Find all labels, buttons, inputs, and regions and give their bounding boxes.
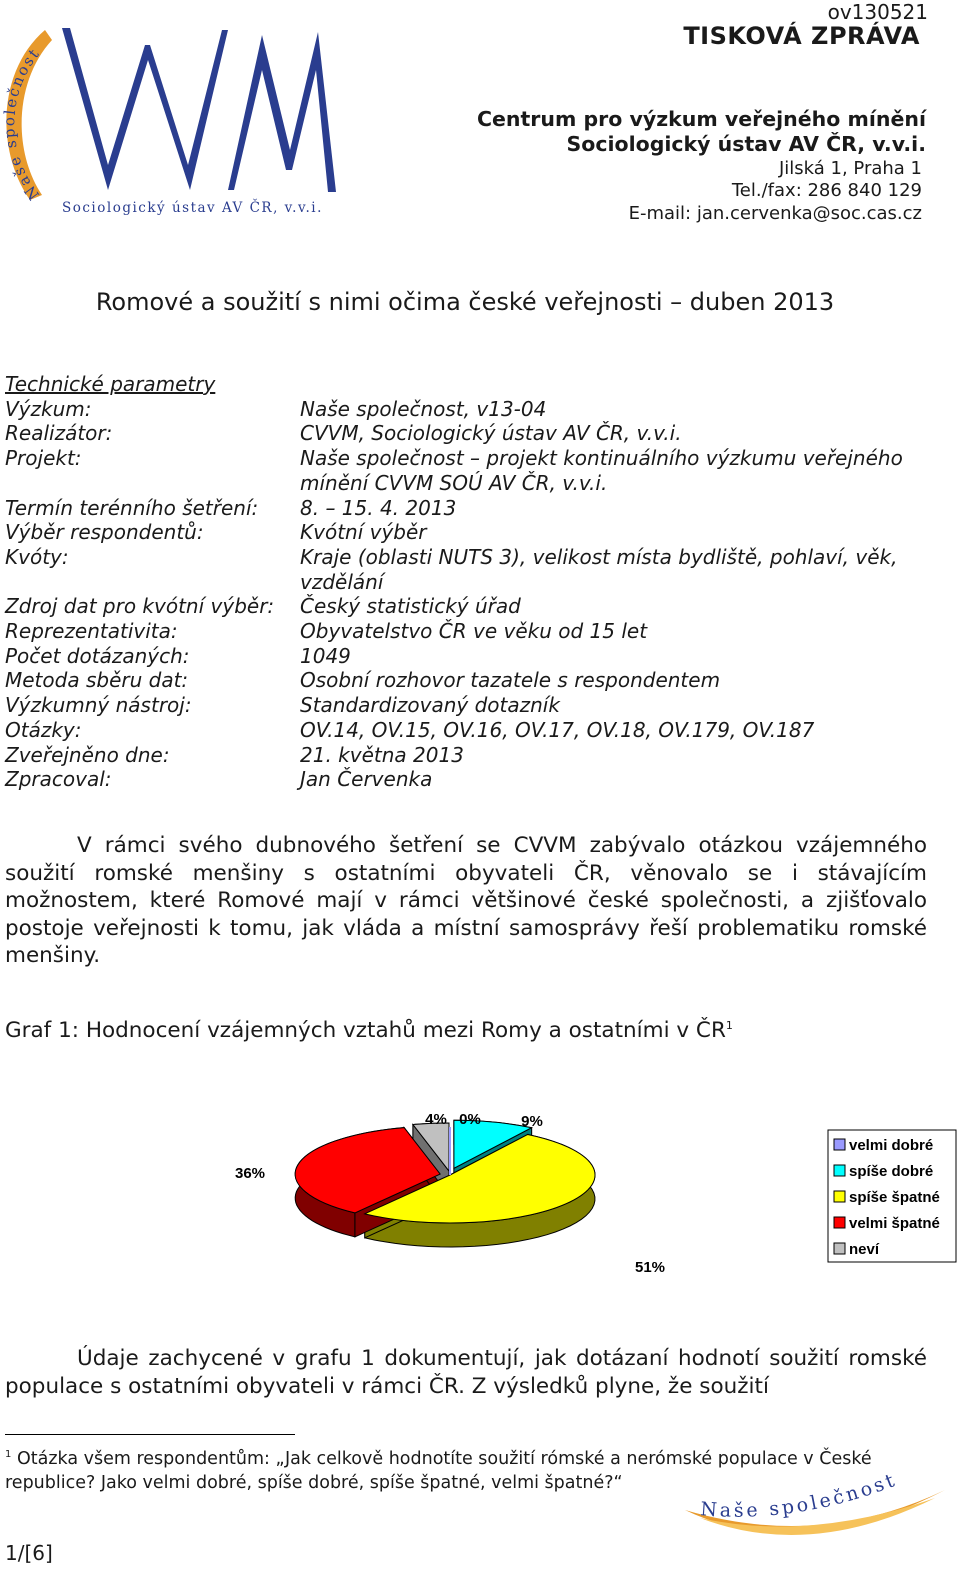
parameter-row: [5, 397, 935, 422]
svm-logo: [0, 0, 350, 225]
legend-label-spise-dobre: spíše dobré: [849, 1163, 934, 1180]
legend-swatch-spise-spatne: [834, 1191, 845, 1202]
legend-swatch-velmi-spatne: [834, 1217, 845, 1228]
org-name-line1: Centrum pro výzkum veřejného mínění: [476, 107, 926, 131]
parameter-label: Výzkumný nástroj:: [5, 693, 192, 718]
parameter-label: Otázky:: [5, 717, 82, 742]
graph-title-text: Graf 1: Hodnocení vzájemných vztahů mezi Romy a ostatními v ČR: [5, 1018, 726, 1043]
parameter-value: Kraje (oblasti NUTS 3), velikost místa bydliště, pohlaví, věk, vzdělání: [300, 544, 898, 594]
org-email: E-mail: jan.cervenka@soc.cas.cz: [628, 203, 922, 224]
footnote-rule: [5, 1434, 295, 1435]
page-number: 1/[6]: [5, 1541, 53, 1565]
parameter-row: [5, 743, 935, 768]
legend-label-velmi-dobre: velmi dobré: [849, 1137, 934, 1154]
parameter-value: Naše společnost, v13-04: [300, 396, 547, 421]
parameter-label: Zveřejněno dne:: [5, 742, 170, 767]
pie-label-nevi: 4%: [425, 1111, 447, 1128]
document-id: ov130521: [827, 0, 928, 24]
parameter-row: [5, 693, 935, 718]
parameter-value: Kvótní výběr: [300, 520, 427, 545]
parameter-row: [5, 594, 935, 619]
pie-label-spise-spatne: 51%: [634, 1259, 666, 1276]
logo-swoosh-text: Naše společnost: [699, 1470, 901, 1522]
parameter-value: Osobní rozhovor tazatele s respondentem: [300, 668, 721, 693]
legend-swatch-nevi: [834, 1243, 845, 1254]
legend-label-spise-spatne: spíše špatné: [849, 1189, 940, 1206]
logo-m-letter: [228, 32, 336, 192]
parameter-value: CVVM, Sociologický ústav AV ČR, v.v.i.: [300, 421, 682, 446]
parameter-value: Naše společnost – projekt kontinuálního výzkumu veřejného mínění CVVM SOÚ AV ČR, v.v.i.: [300, 446, 903, 495]
footnote-text: Otázka všem respondentům: „Jak celkově hodnotíte soužití rómské a nerómské populace v České republice? Jako velmi dobré, spíše dobré, spíše špatné, velmi špatné?“: [5, 1448, 872, 1493]
parameter-value: Jan Červenka: [300, 767, 433, 792]
parameter-value: Český statistický úřad: [300, 594, 521, 619]
org-name-line2: Sociologický ústav AV ČR, v.v.i.: [566, 132, 926, 156]
parameter-value: OV.14, OV.15, OV.16, OV.17, OV.18, OV.179, OV.187: [300, 717, 815, 742]
parameter-value: 21. května 2013: [300, 742, 464, 767]
parameter-value: Standardizovaný dotazník: [300, 693, 560, 718]
parameter-value: 1049: [300, 643, 351, 668]
parameter-label: Metoda sběru dat:: [5, 668, 189, 693]
nase-spolecnost-logo: [680, 1470, 960, 1570]
pie-label-velmi-dobre: 0%: [459, 1111, 481, 1128]
legend-label-nevi: neví: [849, 1241, 880, 1258]
parameter-label: Kvóty:: [5, 544, 69, 569]
parameter-row: [5, 520, 935, 545]
chart-legend: [828, 1130, 956, 1262]
parameter-row: [5, 421, 935, 446]
technical-parameters-heading: Technické parametry: [5, 372, 216, 396]
logo-w-letter: [62, 28, 228, 190]
parameter-label: Termín terénního šetření:: [5, 495, 259, 520]
parameter-row: [5, 545, 935, 594]
technical-parameters: [5, 372, 935, 792]
parameter-row: [5, 718, 935, 743]
logo-org-text: Sociologický ústav AV ČR, v.v.i.: [62, 200, 323, 216]
pie-label-spise-dobre: 9%: [521, 1113, 543, 1130]
parameter-label: Zdroj dat pro kvótní výběr:: [5, 594, 275, 619]
parameter-label: Projekt:: [5, 446, 82, 471]
pie-chart: [200, 1100, 960, 1300]
parameter-label: Zpracoval:: [5, 767, 112, 792]
parameter-label: Výběr respondentů:: [5, 520, 204, 545]
footnote-mark: 1: [5, 1449, 12, 1460]
parameter-row: [5, 446, 935, 495]
parameter-row: [5, 644, 935, 669]
parameter-label: Výzkum:: [5, 396, 92, 421]
legend-swatch-velmi-dobre: [834, 1139, 845, 1150]
parameter-row: [5, 496, 935, 521]
parameter-value: Obyvatelstvo ČR ve věku od 15 let: [300, 619, 648, 644]
press-release-label: TISKOVÁ ZPRÁVA: [683, 22, 920, 50]
intro-paragraph: V rámci svého dubnového šetření se CVVM zabývalo otázkou vzájemného soužití romské menšiny s ostatními obyvateli ČR, věnovalo se i stávajícím možnostem, které Romové mají v rámci většinové české společnosti, a zjišťovalo postoje veřejnosti k tomu, jak vláda a místní samosprávy řeší problematiku romské menšiny.: [5, 833, 927, 968]
graph-footnote-mark: 1: [725, 1018, 733, 1032]
results-paragraph: Údaje zachycené v grafu 1 dokumentují, jak dotázaní hodnotí soužití romské populace s ostatními obyvateli v rámci ČR. Z výsledků plyne, že soužití: [5, 1346, 927, 1399]
org-address: Jilská 1, Praha 1: [778, 158, 922, 179]
parameter-label: Realizátor:: [5, 421, 113, 446]
parameter-list: [5, 397, 935, 792]
parameter-label: Počet dotázaných:: [5, 643, 190, 668]
parameter-row: [5, 619, 935, 644]
logo-arc-text: Naše společnost: [0, 44, 44, 204]
report-title: Romové a soužití s nimi očima české veřejnosti – duben 2013: [95, 288, 835, 316]
parameter-row: [5, 767, 935, 792]
graph-title: [5, 1018, 733, 1043]
parameter-row: [5, 668, 935, 693]
org-phone: Tel./fax: 286 840 129: [731, 180, 922, 201]
pie-label-velmi-spatne: 36%: [234, 1165, 266, 1182]
parameter-label: Reprezentativita:: [5, 619, 178, 644]
parameter-value: 8. – 15. 4. 2013: [300, 495, 457, 520]
legend-label-velmi-spatne: velmi špatné: [849, 1215, 940, 1232]
legend-swatch-spise-dobre: [834, 1165, 845, 1176]
